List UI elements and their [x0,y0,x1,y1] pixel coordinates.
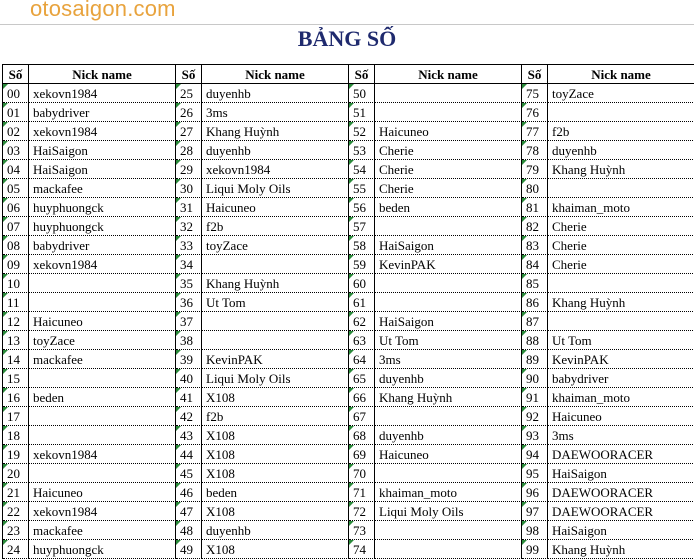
nickname-cell: KevinPAK [548,350,694,369]
table-row [3,350,694,369]
number-cell: 00 [3,84,29,103]
nickname-cell [375,217,522,236]
nickname-cell: Cherie [375,160,522,179]
nickname-cell: HaiSaigon [375,236,522,255]
number-cell: 73 [349,521,375,540]
table-row [3,236,694,255]
header-nickname: Nick name [29,65,176,84]
number-cell: 84 [522,255,548,274]
nickname-cell: Ut Tom [375,331,522,350]
number-cell: 28 [176,141,202,160]
number-cell: 03 [3,141,29,160]
nickname-cell [548,179,694,198]
number-cell: 35 [176,274,202,293]
number-cell: 41 [176,388,202,407]
nickname-cell: KevinPAK [375,255,522,274]
number-cell: 89 [522,350,548,369]
number-cell: 62 [349,312,375,331]
nickname-cell: Liqui Moly Oils [202,369,349,388]
nickname-cell: Liqui Moly Oils [202,179,349,198]
number-cell: 55 [349,179,375,198]
nickname-cell: mackafee [29,179,176,198]
nickname-cell [548,274,694,293]
table-row [3,540,694,559]
nickname-cell: X108 [202,464,349,483]
number-cell: 98 [522,521,548,540]
number-cell: 06 [3,198,29,217]
nickname-cell [375,540,522,559]
nickname-cell [29,369,176,388]
nickname-cell [375,103,522,122]
number-cell: 90 [522,369,548,388]
number-cell: 65 [349,369,375,388]
number-cell: 96 [522,483,548,502]
number-cell: 68 [349,426,375,445]
page-title: BẢNG SỐ [297,26,397,51]
table-row [3,293,694,312]
number-cell: 01 [3,103,29,122]
nickname-cell: beden [29,388,176,407]
nickname-cell: HaiSaigon [29,141,176,160]
number-cell: 50 [349,84,375,103]
table-row [3,445,694,464]
nickname-cell: X108 [202,540,349,559]
number-cell: 16 [3,388,29,407]
nickname-cell: Liqui Moly Oils [375,502,522,521]
number-cell: 43 [176,426,202,445]
table-row [3,483,694,502]
number-cell: 51 [349,103,375,122]
number-cell: 80 [522,179,548,198]
nickname-cell: KevinPAK [202,350,349,369]
number-cell: 87 [522,312,548,331]
nickname-cell: babydriver [29,236,176,255]
table-row [3,407,694,426]
number-cell: 09 [3,255,29,274]
nickname-cell [202,312,349,331]
header-divider [0,24,694,25]
nickname-cell: Khang Huỳnh [202,122,349,141]
nickname-cell: Cherie [548,236,694,255]
number-cell: 39 [176,350,202,369]
number-cell: 46 [176,483,202,502]
header-nickname: Nick name [548,65,694,84]
number-cell: 40 [176,369,202,388]
nickname-cell: Haicuneo [202,198,349,217]
number-cell: 70 [349,464,375,483]
number-cell: 36 [176,293,202,312]
header-number: Số [522,65,548,84]
table-row [3,84,694,103]
nickname-cell: beden [375,198,522,217]
nickname-cell: mackafee [29,350,176,369]
number-cell: 91 [522,388,548,407]
nickname-cell [202,331,349,350]
table-row [3,331,694,350]
nickname-cell: f2b [202,217,349,236]
number-cell: 20 [3,464,29,483]
nickname-cell: babydriver [29,103,176,122]
table-row [3,388,694,407]
nickname-cell: toyZace [29,331,176,350]
nickname-cell: Cherie [548,217,694,236]
number-cell: 64 [349,350,375,369]
number-cell: 44 [176,445,202,464]
number-cell: 86 [522,293,548,312]
nickname-cell [548,312,694,331]
number-cell: 67 [349,407,375,426]
table-row [3,141,694,160]
number-cell: 97 [522,502,548,521]
nickname-cell: DAEWOORACER [548,445,694,464]
number-cell: 72 [349,502,375,521]
number-cell: 37 [176,312,202,331]
number-cell: 95 [522,464,548,483]
number-cell: 58 [349,236,375,255]
number-cell: 25 [176,84,202,103]
nickname-cell: huyphuongck [29,198,176,217]
number-cell: 49 [176,540,202,559]
nickname-cell: Khang Huỳnh [375,388,522,407]
number-cell: 81 [522,198,548,217]
nickname-cell: duyenhb [202,521,349,540]
number-cell: 34 [176,255,202,274]
number-cell: 82 [522,217,548,236]
nickname-cell [29,293,176,312]
nickname-cell: toyZace [202,236,349,255]
nickname-cell: duyenhb [375,369,522,388]
nickname-cell: duyenhb [375,426,522,445]
header-number: Số [3,65,29,84]
nickname-cell: mackafee [29,521,176,540]
number-cell: 38 [176,331,202,350]
nickname-cell [29,464,176,483]
nickname-cell [375,407,522,426]
number-cell: 92 [522,407,548,426]
nickname-cell: Khang Huỳnh [548,293,694,312]
nickname-cell: babydriver [548,369,694,388]
nickname-cell: beden [202,483,349,502]
nickname-cell: X108 [202,445,349,464]
number-cell: 31 [176,198,202,217]
number-cell: 71 [349,483,375,502]
nickname-cell: Cherie [375,179,522,198]
number-cell: 42 [176,407,202,426]
header-number: Số [349,65,375,84]
table-row [3,255,694,274]
number-cell: 48 [176,521,202,540]
number-cell: 10 [3,274,29,293]
number-cell: 32 [176,217,202,236]
number-cell: 61 [349,293,375,312]
number-cell: 04 [3,160,29,179]
number-cell: 23 [3,521,29,540]
table-row [3,521,694,540]
nickname-cell: xekovn1984 [29,502,176,521]
nickname-cell: X108 [202,426,349,445]
number-cell: 21 [3,483,29,502]
nickname-cell [375,293,522,312]
number-cell: 29 [176,160,202,179]
nickname-cell: Cherie [375,141,522,160]
number-cell: 79 [522,160,548,179]
nickname-cell: xekovn1984 [29,84,176,103]
nickname-cell: duyenhb [202,141,349,160]
nickname-cell: xekovn1984 [202,160,349,179]
nickname-cell [375,464,522,483]
number-cell: 63 [349,331,375,350]
header-nickname: Nick name [375,65,522,84]
nickname-cell: Haicuneo [548,407,694,426]
number-cell: 83 [522,236,548,255]
number-cell: 76 [522,103,548,122]
number-cell: 54 [349,160,375,179]
nickname-cell: khaiman_moto [375,483,522,502]
nickname-cell: Haicuneo [29,312,176,331]
table-row [3,179,694,198]
number-cell: 66 [349,388,375,407]
table-row [3,312,694,331]
nickname-cell [29,426,176,445]
nickname-cell: Ut Tom [548,331,694,350]
number-cell: 45 [176,464,202,483]
nickname-cell: Haicuneo [375,445,522,464]
nickname-cell: Haicuneo [375,122,522,141]
nickname-cell [548,103,694,122]
nickname-cell: xekovn1984 [29,122,176,141]
number-cell: 30 [176,179,202,198]
nickname-cell: X108 [202,388,349,407]
site-watermark: otosaigon.com [30,0,176,21]
number-cell: 08 [3,236,29,255]
number-cell: 94 [522,445,548,464]
nickname-cell [375,521,522,540]
number-cell: 11 [3,293,29,312]
nickname-cell: HaiSaigon [375,312,522,331]
table-header-row [3,65,694,84]
number-cell: 59 [349,255,375,274]
nickname-cell: 3ms [202,103,349,122]
number-cell: 60 [349,274,375,293]
table-row [3,426,694,445]
number-cell: 74 [349,540,375,559]
number-cell: 12 [3,312,29,331]
number-cell: 78 [522,141,548,160]
nickname-cell: Khang Huỳnh [202,274,349,293]
nickname-cell: huyphuongck [29,540,176,559]
nickname-cell: 3ms [548,426,694,445]
number-cell: 57 [349,217,375,236]
number-cell: 26 [176,103,202,122]
number-cell: 13 [3,331,29,350]
nickname-cell: DAEWOORACER [548,502,694,521]
table-row [3,502,694,521]
number-cell: 77 [522,122,548,141]
table-row [3,160,694,179]
nickname-cell: f2b [202,407,349,426]
number-cell: 19 [3,445,29,464]
table-row [3,274,694,293]
number-cell: 52 [349,122,375,141]
number-cell: 93 [522,426,548,445]
nickname-cell: Khang Huỳnh [548,540,694,559]
nickname-cell: toyZace [548,84,694,103]
nickname-cell: f2b [548,122,694,141]
number-cell: 56 [349,198,375,217]
number-cell: 53 [349,141,375,160]
nickname-cell: xekovn1984 [29,445,176,464]
header-number: Số [176,65,202,84]
nickname-cell [29,274,176,293]
table-row [3,103,694,122]
nickname-cell: khaiman_moto [548,198,694,217]
header-nickname: Nick name [202,65,349,84]
nickname-cell: X108 [202,502,349,521]
nickname-cell: Haicuneo [29,483,176,502]
number-cell: 05 [3,179,29,198]
number-cell: 69 [349,445,375,464]
table-row [3,122,694,141]
nickname-cell [202,255,349,274]
nickname-cell: duyenhb [548,141,694,160]
nickname-cell: HaiSaigon [29,160,176,179]
number-cell: 33 [176,236,202,255]
number-cell: 22 [3,502,29,521]
nickname-cell: Cherie [548,255,694,274]
nickname-cell [375,84,522,103]
table-row [3,369,694,388]
number-cell: 88 [522,331,548,350]
nickname-cell: HaiSaigon [548,521,694,540]
table-row [3,198,694,217]
nickname-cell [29,407,176,426]
number-table [2,64,694,559]
nickname-cell: duyenhb [202,84,349,103]
number-cell: 07 [3,217,29,236]
number-cell: 02 [3,122,29,141]
number-cell: 17 [3,407,29,426]
nickname-cell: xekovn1984 [29,255,176,274]
number-cell: 47 [176,502,202,521]
nickname-cell: khaiman_moto [548,388,694,407]
number-cell: 85 [522,274,548,293]
number-cell: 75 [522,84,548,103]
nickname-cell: DAEWOORACER [548,483,694,502]
number-cell: 99 [522,540,548,559]
number-cell: 24 [3,540,29,559]
nickname-cell: HaiSaigon [548,464,694,483]
number-cell: 14 [3,350,29,369]
nickname-cell: huyphuongck [29,217,176,236]
table-row [3,217,694,236]
nickname-cell [375,274,522,293]
number-cell: 27 [176,122,202,141]
number-cell: 18 [3,426,29,445]
nickname-cell: Ut Tom [202,293,349,312]
nickname-cell: 3ms [375,350,522,369]
number-cell: 15 [3,369,29,388]
nickname-cell: Khang Huỳnh [548,160,694,179]
table-row [3,464,694,483]
